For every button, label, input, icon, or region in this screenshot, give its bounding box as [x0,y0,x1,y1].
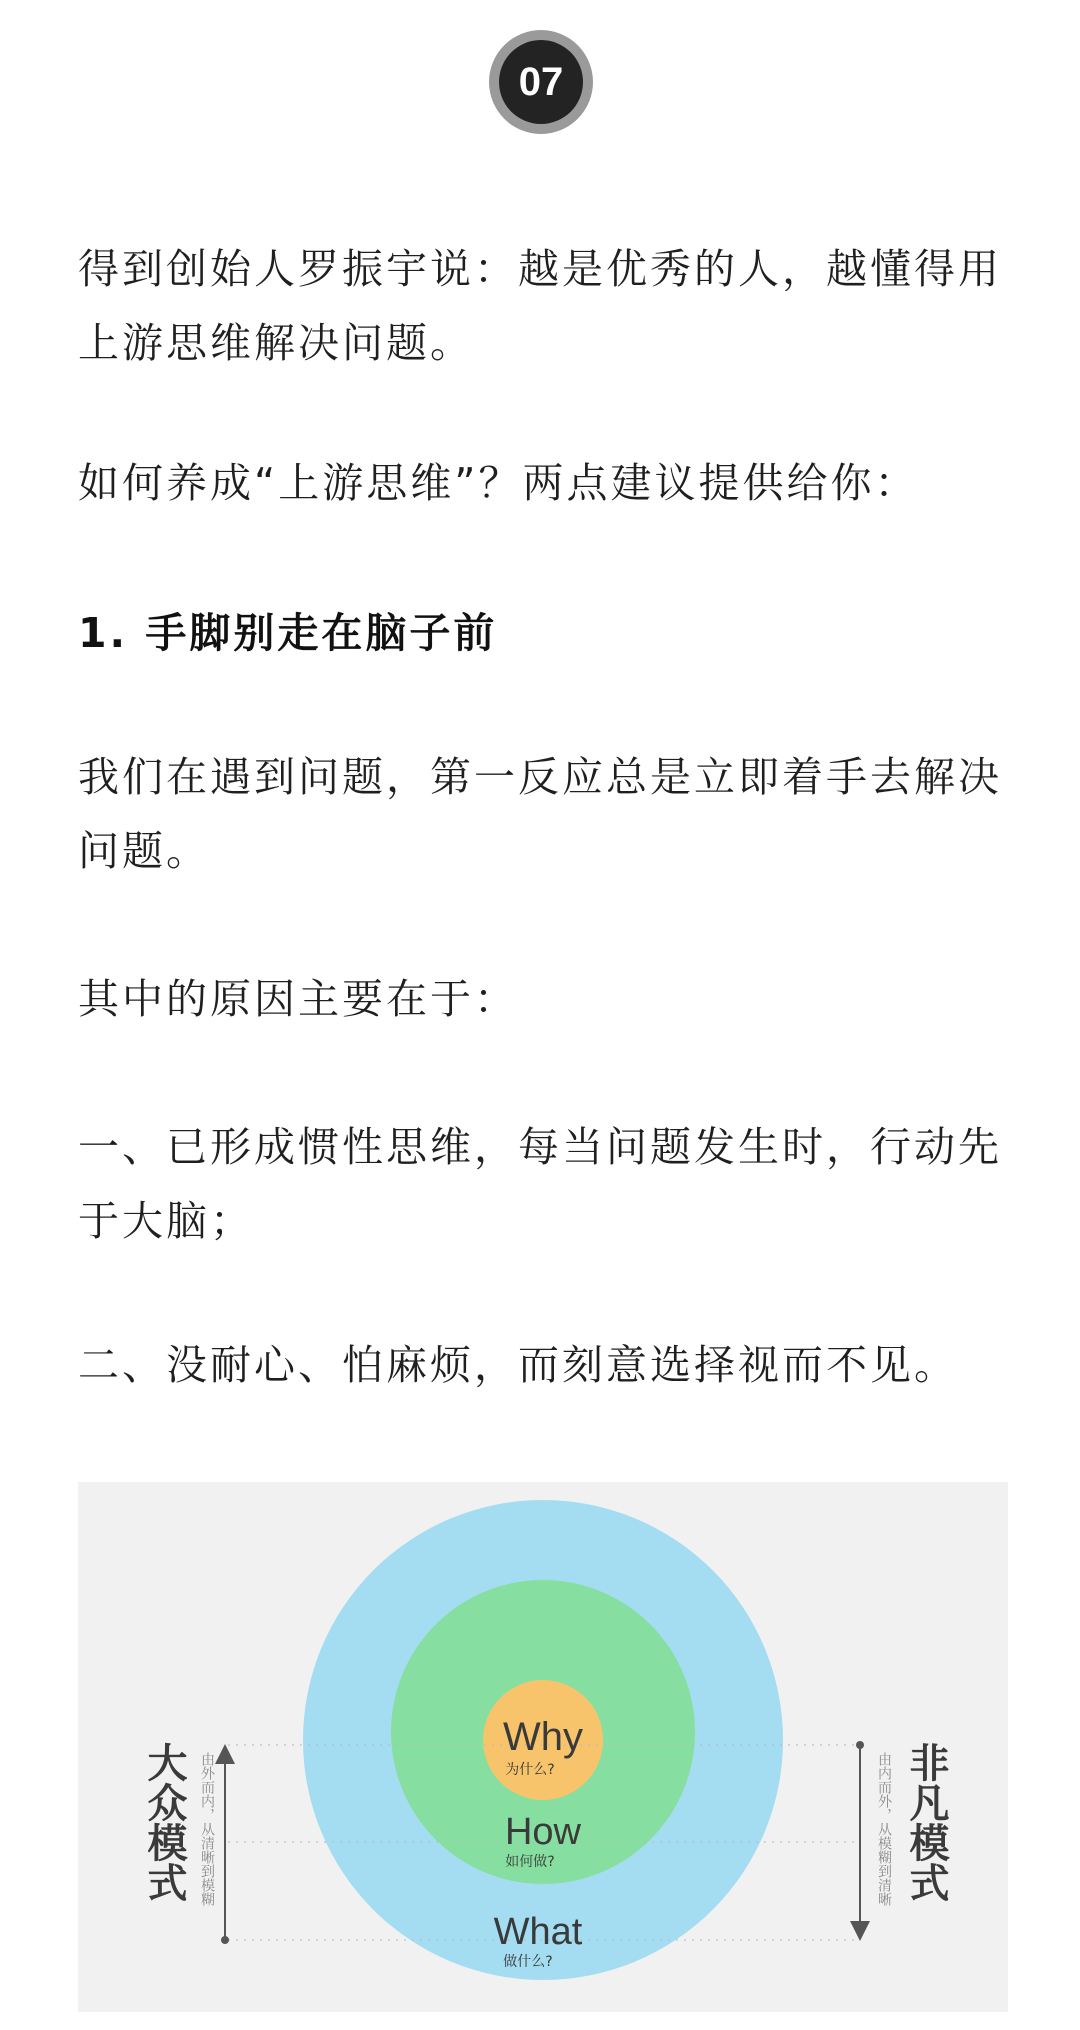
why-sublabel: 为什么? [505,1762,555,1778]
paragraph-reason-one: 一、已形成惯性思维，每当问题发生时，行动先于大脑； [78,1123,1002,1245]
right-arrow-dot [856,1741,864,1749]
golden-circle-diagram [78,1482,1008,2012]
paragraph-question: 如何养成“上游思维”？两点建议提供给你： [78,459,919,507]
section-number-badge [489,30,593,134]
right-mode-note: 由内而外，从模糊到清晰 [876,1752,892,1906]
paragraph-reason-two: 二、没耐心、怕麻烦，而刻意选择视而不见。 [78,1341,958,1389]
what-label: What [493,1911,583,1953]
paragraph-reasons-intro: 其中的原因主要在于： [78,975,518,1023]
left-arrow-dot [221,1936,229,1944]
how-label: How [504,1811,582,1853]
section-number: 07 [499,40,583,124]
golden-circle-graphic [78,1482,1008,2012]
why-label: Why [503,1715,583,1759]
paragraph-intro: 得到创始人罗振宇说：越是优秀的人，越懂得用上游思维解决问题。 [78,245,1002,367]
how-sublabel: 如何做? [505,1854,555,1870]
right-mode-title: 非凡模式 [903,1742,949,1902]
section-heading: 1. 手脚别走在脑子前 [78,609,498,657]
paragraph-first-reaction: 我们在遇到问题，第一反应总是立即着手去解决问题。 [78,753,1002,875]
left-mode-title: 大众模式 [141,1742,187,1902]
what-sublabel: 做什么? [503,1954,553,1970]
left-mode-note: 由外而内，从清晰到模糊 [199,1752,215,1906]
